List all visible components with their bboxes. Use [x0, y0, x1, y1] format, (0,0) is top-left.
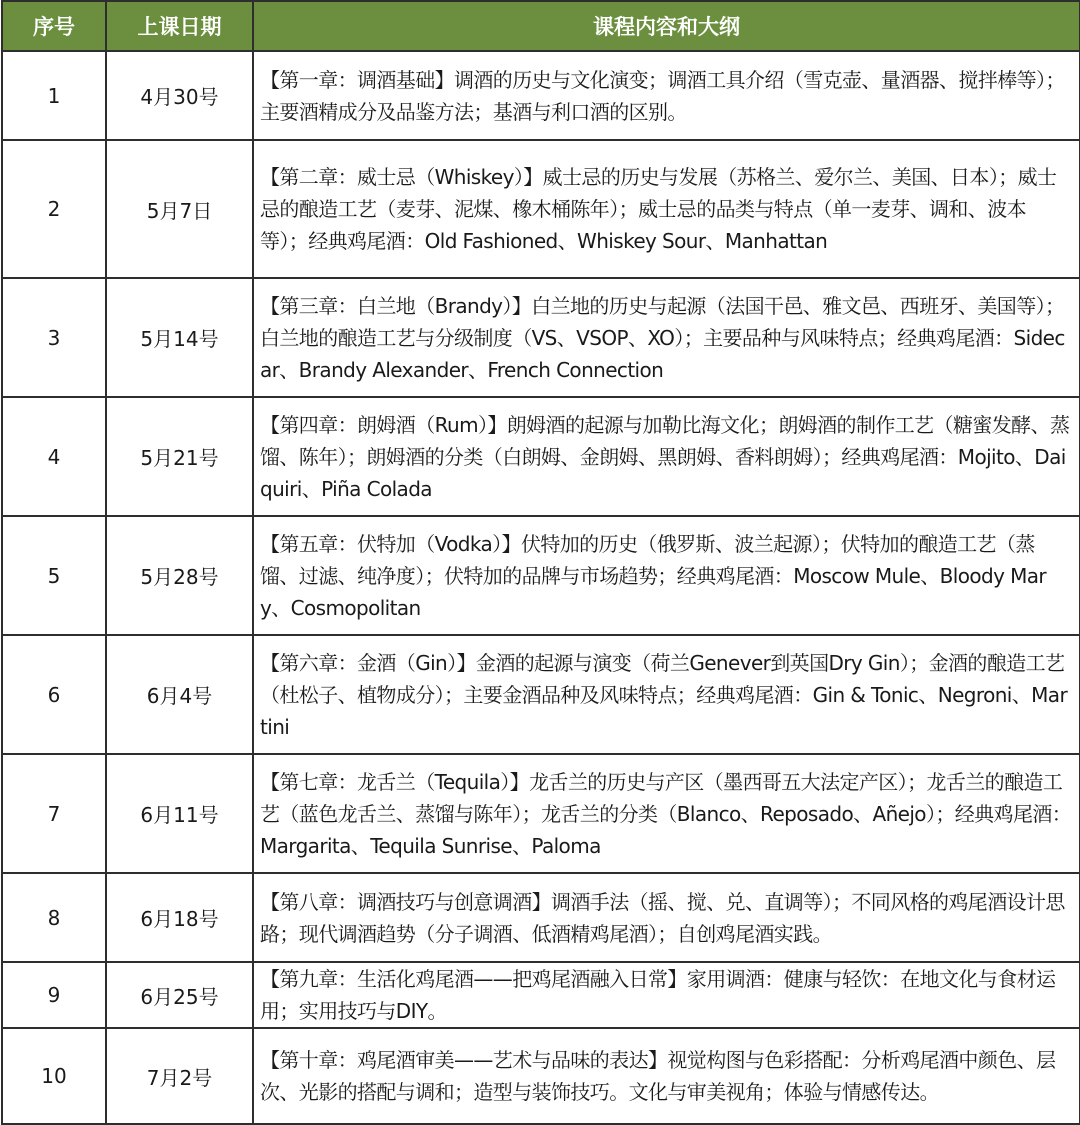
row-date: 5月21号 — [106, 397, 253, 516]
row-index: 5 — [2, 516, 106, 635]
row-index: 1 — [2, 51, 106, 140]
row-content: 【第七章：龙舌兰（Tequila）】龙舌兰的历史与产区（墨西哥五大法定产区）；龙舌兰的酿造工艺（蓝色龙舌兰、蒸馏与陈年）；龙舌兰的分类（Blanco、Reposado、Añejo）；经典鸡尾酒：Margarita、Tequila Sunrise、Paloma — [253, 754, 1080, 873]
table-row — [2, 397, 1080, 516]
row-date: 5月14号 — [106, 278, 253, 397]
row-content: 【第三章：白兰地（Brandy）】白兰地的历史与起源（法国干邑、雅文邑、西班牙、美国等）；白兰地的酿造工艺与分级制度（VS、VSOP、XO）；主要品种与风味特点；经典鸡尾酒：Sidecar、Brandy Alexander、French Connection — [253, 278, 1080, 397]
row-content: 【第八章：调酒技巧与创意调酒】调酒手法（摇、搅、兑、直调等）；不同风格的鸡尾酒设计思路；现代调酒趋势（分子调酒、低酒精鸡尾酒）；自创鸡尾酒实践。 — [253, 873, 1080, 962]
row-date: 6月18号 — [106, 873, 253, 962]
row-date: 6月11号 — [106, 754, 253, 873]
row-date: 6月4号 — [106, 635, 253, 754]
row-date: 7月2号 — [106, 1028, 253, 1124]
row-index: 4 — [2, 397, 106, 516]
header-content: 课程内容和大纲 — [253, 1, 1080, 51]
table-row — [2, 873, 1080, 962]
row-index: 6 — [2, 635, 106, 754]
table-row — [2, 754, 1080, 873]
table-row — [2, 278, 1080, 397]
table-row — [2, 1028, 1080, 1124]
row-index: 8 — [2, 873, 106, 962]
row-date: 6月25号 — [106, 962, 253, 1028]
row-content: 【第十章：鸡尾酒审美——艺术与品味的表达】视觉构图与色彩搭配：分析鸡尾酒中颜色、层次、光影的搭配与调和；造型与装饰技巧。文化与审美视角；体验与情感传达。 — [253, 1028, 1080, 1124]
header-date: 上课日期 — [106, 1, 253, 51]
row-content: 【第二章：威士忌（Whiskey）】威士忌的历史与发展（苏格兰、爱尔兰、美国、日本）；威士忌的酿造工艺（麦芽、泥煤、橡木桶陈年）；威士忌的品类与特点（单一麦芽、调和、波本等）；经典鸡尾酒：Old Fashioned、Whiskey Sour、Manhattan — [253, 140, 1080, 278]
row-index: 2 — [2, 140, 106, 278]
row-index: 9 — [2, 962, 106, 1028]
course-schedule-table — [1, 0, 1080, 1125]
table-header-row — [2, 1, 1080, 51]
table-row — [2, 962, 1080, 1028]
header-index: 序号 — [2, 1, 106, 51]
row-content: 【第九章：生活化鸡尾酒——把鸡尾酒融入日常】家用调酒：健康与轻饮：在地文化与食材运用；实用技巧与DIY。 — [253, 962, 1080, 1028]
row-index: 7 — [2, 754, 106, 873]
row-content: 【第六章：金酒（Gin）】金酒的起源与演变（荷兰Genever到英国Dry Gin）；金酒的酿造工艺（杜松子、植物成分）；主要金酒品种及风味特点；经典鸡尾酒：Gin & Tonic、Negroni、Martini — [253, 635, 1080, 754]
table-row — [2, 635, 1080, 754]
row-content: 【第五章：伏特加（Vodka）】伏特加的历史（俄罗斯、波兰起源）；伏特加的酿造工艺（蒸馏、过滤、纯净度）；伏特加的品牌与市场趋势；经典鸡尾酒：Moscow Mule、Bloody Mary、Cosmopolitan — [253, 516, 1080, 635]
row-index: 10 — [2, 1028, 106, 1124]
row-index: 3 — [2, 278, 106, 397]
table-row — [2, 140, 1080, 278]
row-date: 4月30号 — [106, 51, 253, 140]
table-row — [2, 516, 1080, 635]
table-row — [2, 51, 1080, 140]
row-content: 【第四章：朗姆酒（Rum）】朗姆酒的起源与加勒比海文化；朗姆酒的制作工艺（糖蜜发酵、蒸馏、陈年）；朗姆酒的分类（白朗姆、金朗姆、黑朗姆、香料朗姆）；经典鸡尾酒：Mojito、Daiquiri、Piña Colada — [253, 397, 1080, 516]
row-date: 5月7日 — [106, 140, 253, 278]
row-date: 5月28号 — [106, 516, 253, 635]
row-content: 【第一章：调酒基础】调酒的历史与文化演变；调酒工具介绍（雪克壶、量酒器、搅拌棒等）；主要酒精成分及品鉴方法；基酒与利口酒的区别。 — [253, 51, 1080, 140]
